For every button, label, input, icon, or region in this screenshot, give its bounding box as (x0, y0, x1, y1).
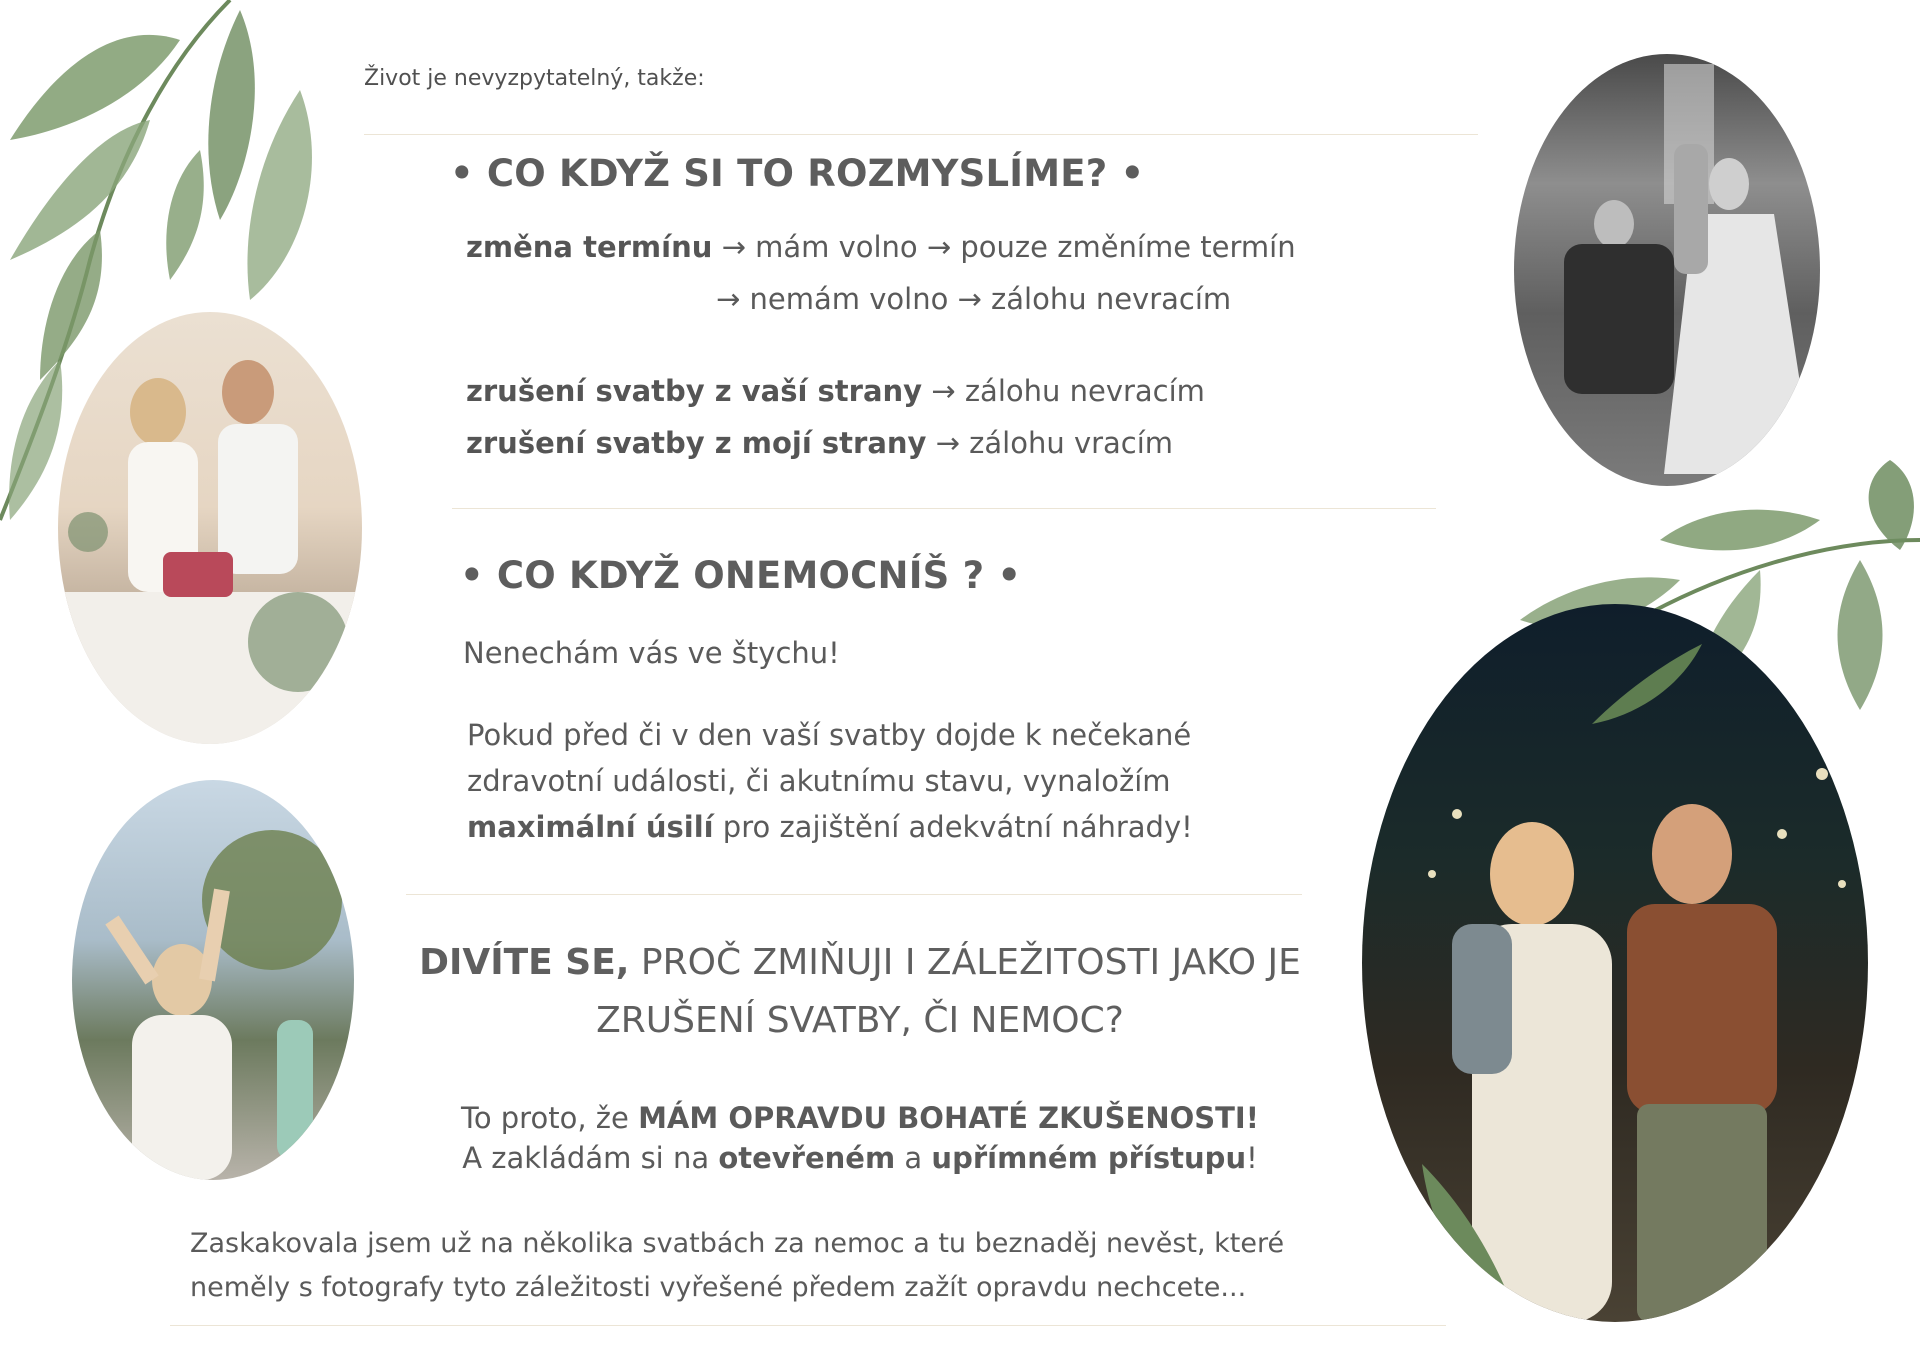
section2-sub: Nenechám vás ve štychu! (463, 636, 840, 670)
photo-bouquet-toss (72, 780, 354, 1180)
divider (170, 1325, 1446, 1326)
question-heading: DIVÍTE SE, PROČ ZMIŇUJI I ZÁLEŽITOSTI JAKO JE ZRUŠENÍ SVATBY, ČI NEMOC? (419, 942, 1301, 1041)
photo-sparkler-exit (1362, 604, 1868, 1322)
rule-cancel-mine: zrušení svatby z mojí strany → zálohu vracím (466, 426, 1174, 460)
section2-paragraph: Pokud před či v den vaší svatby dojde k nečekané zdravotní události, či akutnímu stavu, vynaložím maximální úsilí pro zajištění adekvátní náhrady! (467, 718, 1193, 844)
section2-heading: • CO KDYŽ ONEMOCNÍŠ ? • (460, 554, 1022, 597)
rule-change-date-label: změna termínu (466, 230, 713, 264)
closing-paragraph: Zaskakovala jsem už na několika svatbách za nemoc a tu beznaděj nevěst, které neměly s fotografy tyto záležitosti vyřešené předem zažít opravdu nechcete... (190, 1228, 1285, 1303)
rule-cancel-yours: zrušení svatby z vaší strany → zálohu nevracím (466, 374, 1205, 408)
answer-text: To proto, že MÁM OPRAVDU BOHATÉ ZKUŠENOSTI! A zakládám si na otevřeném a upřímném přístupu! (461, 1101, 1259, 1175)
photo-cake-cutting (58, 312, 362, 744)
photo-first-dance-bw (1514, 54, 1820, 486)
rule-change-date: změna termínu → mám volno → pouze změníme termín (466, 230, 1296, 264)
divider (452, 508, 1436, 509)
rule-change-date-alt: → nemám volno → zálohu nevracím (716, 282, 1232, 316)
divider (364, 134, 1478, 135)
intro-text: Život je nevyzpytatelný, takže: (364, 66, 705, 91)
divider (406, 894, 1302, 895)
section1-heading: • CO KDYŽ SI TO ROZMYSLÍME? • (450, 152, 1145, 195)
